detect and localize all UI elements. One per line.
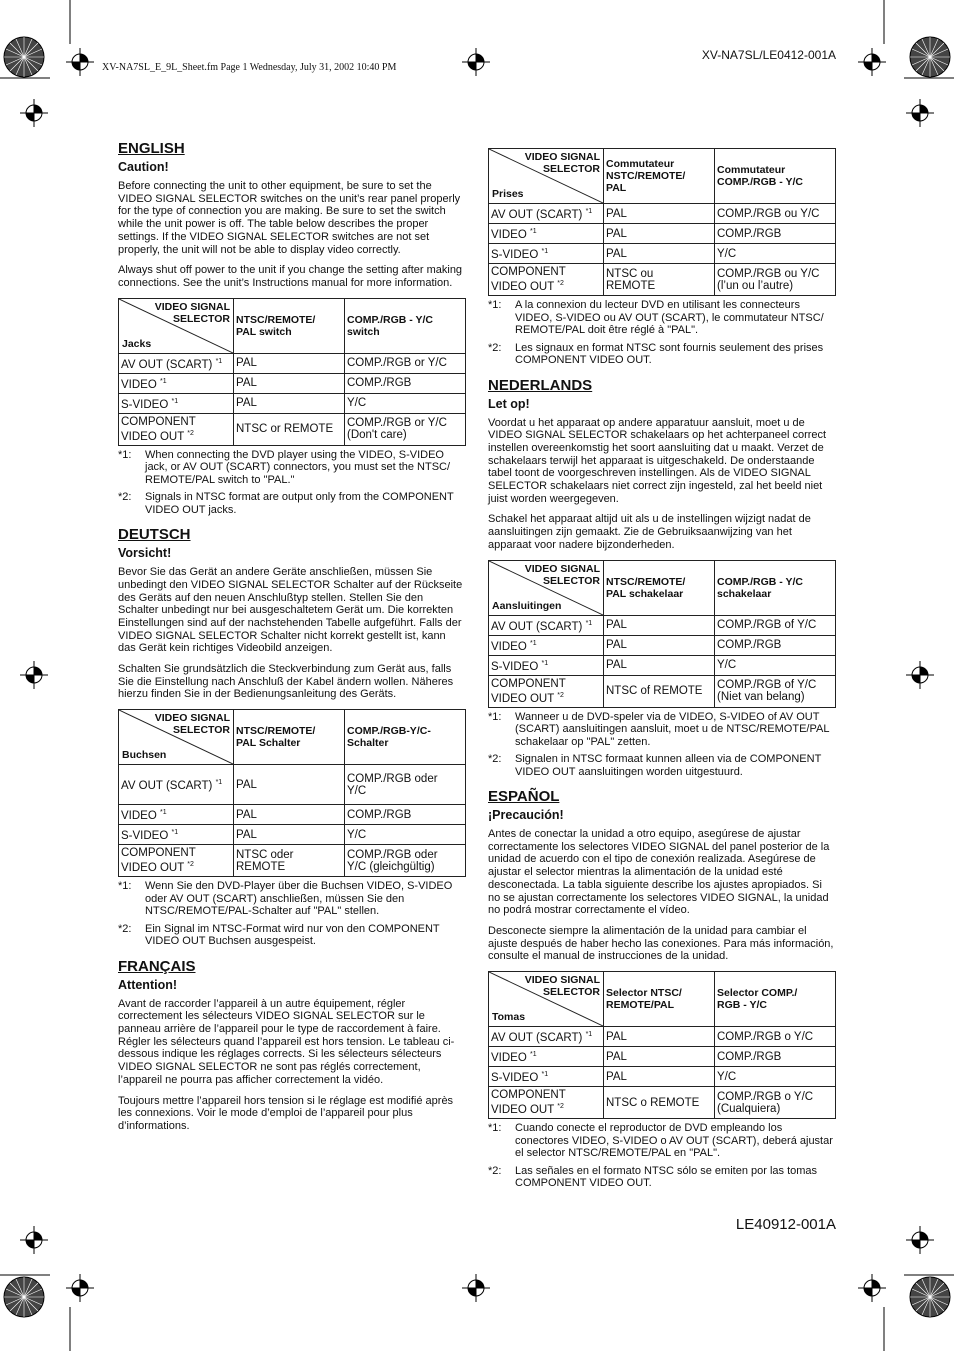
caution-heading: ¡Precaución! [488, 808, 564, 823]
table-row [489, 204, 836, 224]
jack-name: AV OUT (SCART) [491, 1031, 583, 1044]
corner-label-selector: VIDEO SIGNAL SELECTOR [524, 151, 600, 175]
jack-note-ref: *1 [585, 619, 593, 627]
ntsc-setting: PAL [604, 224, 715, 244]
footnote [488, 342, 836, 367]
comp-setting: COMP./RGB [715, 1047, 836, 1067]
table-corner-cell [119, 710, 234, 765]
ntsc-setting: PAL [234, 805, 345, 825]
table-header-row [489, 972, 836, 1027]
section-francais-table [488, 148, 836, 367]
footnote-marker: *2: [488, 753, 502, 766]
ntsc-setting: PAL [234, 765, 345, 805]
ntsc-setting: PAL [234, 353, 345, 373]
section-espanol [488, 788, 836, 1190]
column-header-ntsc: NTSC/REMOTE/ PAL Schalter [234, 710, 345, 765]
paragraph: Desconecte siempre la alimentación de la unidad para cambiar el ajuste después de haber hecho las conexiones. Para más información, consulte el manual de instrucciones de la unidad. [488, 924, 834, 963]
column-header-comp: COMP./RGB-Y/C- Schalter [345, 710, 466, 765]
table-row [119, 805, 466, 825]
footnote-text: A la connexion du lecteur DVD en utilisant les connecteurs VIDEO, S-VIDEO ou AV OUT (SCART), le commutateur NTSC/ REMOTE/PAL doit être réglé à "PAL". [515, 299, 824, 336]
jack-cell [489, 635, 604, 655]
comp-setting: COMP./RGB oder Y/C [345, 765, 466, 805]
column-header-comp: COMP./RGB - Y/C switch [345, 298, 466, 353]
ntsc-setting: PAL [604, 615, 715, 635]
jack-cell [119, 353, 234, 373]
jack-cell [489, 655, 604, 675]
footnote-text: Wanneer u de DVD-speler via de VIDEO, S-VIDEO of AV OUT (SCART) aansluitingen aansluit, moet u de NTSC/REMOTE/PAL schakelaar op "PAL" zetten. [515, 710, 830, 748]
jack-name: COMPONENT VIDEO OUT [121, 847, 196, 875]
jack-cell [119, 373, 234, 393]
paragraph: Bevor Sie das Gerät an andere Geräte anschließen, müssen Sie unbedingt den VIDEO SIGNAL SELECTOR Schalter auf der Rückseite des Geräts auf den neuen Anschlußtyp stellen. Stellen Sie den Schalter unbedingt nur bei ausgeschaltetem Gerät um. Die korrekten Einstellungen sind auf der nachstehenden Tabelle aufgeführt. Falls der VIDEO SIGNAL SELECTOR Schalter nicht korrekt gestellt ist, kann das Gerät kein richtiges Videobild anzeigen. [118, 566, 463, 655]
footnote-marker: *2: [118, 491, 132, 504]
footnotes [488, 299, 836, 367]
footnote-text: Les signaux en format NTSC sont fournis seulement des prises COMPONENT VIDEO OUT. [515, 341, 824, 366]
jack-name: VIDEO [491, 228, 527, 241]
comp-setting: COMP./RGB o Y/C (Cualquiera) [715, 1087, 836, 1119]
caution-heading: Vorsicht! [118, 546, 172, 561]
table-header-row [489, 560, 836, 615]
jack-cell [119, 845, 234, 877]
comp-setting: COMP./RGB oder Y/C (gleichgültig) [345, 845, 466, 877]
jack-note-ref: *1 [585, 1031, 593, 1039]
table-header-row [489, 149, 836, 204]
jack-cell [489, 1047, 604, 1067]
jack-note-ref: *1 [171, 397, 179, 405]
table-row [489, 675, 836, 707]
jack-name: S-VIDEO [491, 248, 539, 261]
footnote-marker: *1: [488, 299, 502, 311]
ntsc-setting: PAL [604, 1067, 715, 1087]
corner-label-jacks: Buchsen [122, 749, 167, 762]
comp-setting: COMP./RGB of Y/C [715, 615, 836, 635]
comp-setting: Y/C [345, 393, 466, 413]
footnote [118, 923, 466, 948]
right-column [488, 148, 836, 1200]
paragraph: Avant de raccorder l’appareil à un autre équipement, régler correctement les sélecteurs VIDEO SIGNAL SELECTOR sur le panneau arrière de l’appareil pour le type de raccordement à faire. Régler les sélecteurs quand l’appareil est hors tension. Le tableau ci-dessous indique les réglages corrects. Si les sélecteurs sélecteurs VIDEO SIGNAL SELECTOR ne sont pas réglés correctement, l’appareil ne pourra pas afficher correctement la vidéo. [118, 997, 455, 1086]
table-row [489, 1047, 836, 1067]
table-row [489, 1067, 836, 1087]
jack-note-ref: *1 [541, 659, 549, 667]
footnote-text: Las señales en el formato NTSC sólo se emiten por las tomas COMPONENT VIDEO OUT. [515, 1164, 818, 1190]
jack-name: VIDEO [121, 810, 157, 823]
jack-name: AV OUT (SCART) [491, 620, 583, 633]
footer-code: LE40912-001A [735, 1216, 836, 1233]
jack-cell [489, 1067, 604, 1087]
table-corner-cell [489, 149, 604, 204]
jack-name: AV OUT (SCART) [491, 208, 583, 221]
paragraph: Always shut off power to the unit if you change the setting after making connections. See the unit’s Instructions manual for more information. [118, 264, 463, 289]
jack-cell [489, 1087, 604, 1119]
comp-setting: Y/C [715, 244, 836, 264]
footnote-marker: *1: [118, 880, 132, 893]
jack-name: AV OUT (SCART) [121, 780, 213, 793]
table-row [489, 224, 836, 244]
paragraph: Antes de conectar la unidad a otro equipo, asegúrese de ajustar correctamente los selectores VIDEO SIGNAL del panel posterior de la unidad de acuerdo con el tipo de conexión realizada. Asegúrese de ajustar el selector mientras la alimentación de la unidad esté desconectada. La tabla siguiente describe los ajustes apropiados. Si no se ajustan correctamente los selectores VIDEO SIGNAL, la unidad no podrá mostrar correctamente el vídeo. [488, 828, 830, 917]
footnote-marker: *1: [488, 1122, 502, 1135]
table-row [489, 264, 836, 296]
comp-setting: COMP./RGB [345, 805, 466, 825]
section-title: NEDERLANDS [488, 376, 593, 394]
jack-cell [119, 825, 234, 845]
jack-name: VIDEO [491, 640, 527, 653]
ntsc-setting: PAL [604, 244, 715, 264]
file-info: XV-NA7SL_E_9L_Sheet.fm Page 1 Wednesday, July 31, 2002 10:40 PM [102, 62, 397, 73]
corner-label-jacks: Tomas [492, 1011, 526, 1024]
selector-table [488, 148, 836, 296]
comp-setting: COMP./RGB or Y/C [345, 353, 466, 373]
document-code: XV-NA7SL/LE0412-001A [701, 48, 836, 62]
footnote-text: Cuando conecte el reproductor de DVD empleando los conectores VIDEO, S-VIDEO o AV OUT (SCART), deberá ajustar el selector NTSC/REMOTE/PAL en "PAL". [515, 1122, 833, 1160]
column-header-ntsc: Commutateur NSTC/REMOTE/ PAL [604, 149, 715, 204]
jack-note-ref: *2 [557, 1103, 564, 1111]
corner-label-jacks: Jacks [122, 337, 152, 350]
jack-cell [119, 393, 234, 413]
table-row [489, 635, 836, 655]
comp-setting: Y/C [715, 1067, 836, 1087]
footnote [488, 299, 836, 337]
column-header-ntsc: NTSC/REMOTE/ PAL schakelaar [604, 560, 715, 615]
table-row [489, 655, 836, 675]
table-header-row [119, 710, 466, 765]
comp-setting: COMP./RGB [715, 635, 836, 655]
ntsc-setting: NTSC ou REMOTE [604, 264, 715, 296]
table-header-row [119, 298, 466, 353]
comp-setting: COMP./RGB of Y/C (Niet van belang) [715, 675, 836, 707]
jack-cell [489, 1027, 604, 1047]
section-title: ESPAÑOL [488, 788, 560, 806]
comp-setting: COMP./RGB ou Y/C (l’un ou l’autre) [715, 264, 836, 296]
caution-heading: Attention! [118, 977, 178, 992]
column-header-ntsc: Selector NTSC/ REMOTE/PAL [604, 972, 715, 1027]
footnote-text: Signalen in NTSC formaat kunnen alleen via de COMPONENT VIDEO OUT aansluitingen worden uitgestuurd. [515, 753, 822, 778]
comp-setting: COMP./RGB [715, 224, 836, 244]
footnotes [488, 1122, 836, 1190]
ntsc-setting: PAL [604, 635, 715, 655]
footnote-marker: *2: [118, 922, 132, 935]
comp-setting: COMP./RGB [345, 373, 466, 393]
jack-cell [489, 204, 604, 224]
column-header-comp: Selector COMP./ RGB - Y/C [715, 972, 836, 1027]
ntsc-setting: PAL [604, 655, 715, 675]
jack-note-ref: *1 [215, 779, 223, 787]
footnote-marker: *2: [488, 341, 502, 354]
jack-note-ref: *1 [160, 809, 167, 817]
jack-note-ref: *2 [187, 429, 194, 437]
table-row [119, 373, 466, 393]
corner-label-selector: VIDEO SIGNAL SELECTOR [524, 974, 600, 999]
section-francais [118, 958, 466, 1133]
selector-table [118, 298, 466, 446]
table-row [489, 1087, 836, 1119]
footnote-marker: *1: [118, 448, 132, 461]
paragraph: Toujours mettre l’appareil hors tension si le réglage est modifié après les connexions. Voir le mode d’emploi de l’appareil pour plus d’informations. [118, 1094, 454, 1132]
ntsc-setting: PAL [604, 204, 715, 224]
section-title: FRANÇAIS [118, 957, 196, 975]
footnote [118, 491, 466, 516]
left-column [118, 140, 466, 1141]
jack-note-ref: *1 [171, 829, 179, 837]
table-corner-cell [489, 972, 604, 1027]
section-deutsch [118, 526, 466, 948]
paragraph: Schalten Sie grundsätzlich die Steckverbindung zum Gerät aus, falls Sie die Einstellung nach Anschluß der Kabel ändern wollen. Näheres hierzu finden Sie in der Bedienungsanleitung des Geräts. [118, 663, 454, 701]
paragraph: Before connecting the unit to other equipment, be sure to set the VIDEO SIGNAL SELECTOR switches on the unit’s rear panel properly for the type of connection you are making. Be sure to set the switch while the unit power is off. The table below describes the proper settings. If the VIDEO SIGNAL SELECTOR switches are not set properly, the unit will not be able to display video correctly. [118, 180, 461, 256]
jack-name: S-VIDEO [121, 398, 169, 411]
jack-note-ref: *1 [215, 357, 223, 365]
ntsc-setting: PAL [234, 373, 345, 393]
corner-label-selector: VIDEO SIGNAL SELECTOR [154, 712, 230, 737]
jack-note-ref: *1 [530, 639, 537, 647]
jack-cell [119, 765, 234, 805]
footnotes [118, 449, 466, 517]
table-row [119, 845, 466, 877]
jack-name: S-VIDEO [491, 1071, 539, 1084]
footnote-text: When connecting the DVD player using the VIDEO, S-VIDEO jack, or AV OUT (SCART) connectors, you must set the NTSC/ REMOTE/PAL switch to "PAL." [145, 448, 451, 486]
footnotes [118, 880, 466, 948]
table-corner-cell [489, 560, 604, 615]
jack-cell [489, 615, 604, 635]
corner-label-selector: VIDEO SIGNAL SELECTOR [524, 562, 600, 587]
jack-name: COMPONENT VIDEO OUT [491, 1089, 566, 1116]
caution-heading: Caution! [118, 160, 169, 174]
selector-table [488, 971, 836, 1119]
jack-name: S-VIDEO [491, 660, 539, 673]
footnote-text: Wenn Sie den DVD-Player über die Buchsen VIDEO, S-VIDEO oder AV OUT (SCART) anschließen, müssen Sie den NTSC/REMOTE/PAL-Schalter auf "PAL" stellen. [145, 880, 453, 918]
comp-setting: COMP./RGB o Y/C [715, 1027, 836, 1047]
jack-note-ref: *2 [557, 280, 564, 288]
jack-name: COMPONENT VIDEO OUT [121, 415, 196, 443]
column-header-comp: COMP./RGB - Y/C schakelaar [715, 560, 836, 615]
table-row [119, 393, 466, 413]
ntsc-setting: NTSC oder REMOTE [234, 845, 345, 877]
footnote-marker: *1: [488, 710, 502, 723]
section-english [118, 140, 466, 516]
jack-note-ref: *1 [585, 208, 593, 216]
caution-heading: Let op! [488, 396, 530, 411]
jack-note-ref: *1 [530, 228, 537, 236]
comp-setting: COMP./RGB ou Y/C [715, 204, 836, 224]
table-row [119, 765, 466, 805]
table-row [489, 244, 836, 264]
ntsc-setting: PAL [234, 393, 345, 413]
column-header-ntsc: NTSC/REMOTE/ PAL switch [234, 298, 345, 353]
footnote-text: Ein Signal im NTSC-Format wird nur von den COMPONENT VIDEO OUT Buchsen ausgespeist. [145, 922, 440, 948]
jack-cell [489, 224, 604, 244]
jack-cell [119, 805, 234, 825]
corner-label-selector: VIDEO SIGNAL SELECTOR [154, 300, 230, 325]
section-title: DEUTSCH [118, 526, 191, 544]
jack-note-ref: *1 [530, 1051, 537, 1059]
ntsc-setting: NTSC or REMOTE [234, 413, 345, 445]
footnote [488, 753, 836, 778]
table-row [119, 413, 466, 445]
jack-cell [489, 244, 604, 264]
jack-note-ref: *1 [160, 377, 167, 385]
jack-note-ref: *2 [557, 691, 564, 699]
section-nederlands [488, 377, 836, 779]
table-row [119, 825, 466, 845]
jack-note-ref: *1 [541, 248, 549, 256]
selector-table [488, 560, 836, 708]
corner-label-jacks: Aansluitingen [492, 599, 562, 612]
footnote-marker: *2: [488, 1164, 502, 1177]
paragraph: Voordat u het apparaat op andere apparatuur aansluit, moet u de VIDEO SIGNAL SELECTOR schakelaars op het achterpaneel correct instellen overeenkomstig het soort aansluiting dat u maakt. Verzet de schakelaars terwijl het apparaat is uitgeschakeld. De onderstaande tabel toont de voorgeschreven instellingen. Als de VIDEO SIGNAL SELECTOR schakelaars niet correct zijn ingesteld, zal het beeld niet juist worden weergegeven. [488, 416, 827, 505]
ntsc-setting: NTSC of REMOTE [604, 675, 715, 707]
jack-cell [489, 675, 604, 707]
ntsc-setting: NTSC o REMOTE [604, 1087, 715, 1119]
ntsc-setting: PAL [604, 1027, 715, 1047]
footnote [488, 1165, 836, 1190]
jack-cell [119, 413, 234, 445]
comp-setting: COMP./RGB or Y/C (Don't care) [345, 413, 466, 445]
table-row [119, 353, 466, 373]
jack-name: VIDEO [491, 1051, 527, 1064]
comp-setting: Y/C [345, 825, 466, 845]
jack-name: VIDEO [121, 378, 157, 391]
footnotes [488, 711, 836, 779]
paragraph: Schakel het apparaat altijd uit als u de instellingen wijzigt nadat de aansluitingen zijn gemaakt. Zie de Gebruiksaanwijzing van het apparaat voor nadere bijzonderheden. [488, 513, 811, 551]
jack-name: AV OUT (SCART) [121, 358, 213, 371]
footnote-text: Signals in NTSC format are output only from the COMPONENT VIDEO OUT jacks. [145, 491, 454, 516]
jack-cell [489, 264, 604, 296]
ntsc-setting: PAL [604, 1047, 715, 1067]
column-header-comp: Commutateur COMP./RGB - Y/C [715, 149, 836, 204]
jack-note-ref: *1 [541, 1071, 549, 1079]
table-corner-cell [119, 298, 234, 353]
jack-name: COMPONENT VIDEO OUT [491, 266, 566, 293]
footnote [118, 449, 466, 487]
ntsc-setting: PAL [234, 825, 345, 845]
jack-name: S-VIDEO [121, 830, 169, 843]
corner-label-jacks: Prises [492, 188, 524, 200]
comp-setting: Y/C [715, 655, 836, 675]
table-row [489, 615, 836, 635]
footnote [488, 711, 836, 749]
jack-note-ref: *2 [187, 861, 194, 869]
footnote [118, 880, 466, 918]
footnote [488, 1122, 836, 1160]
table-row [489, 1027, 836, 1047]
selector-table [118, 709, 466, 877]
section-title: ENGLISH [118, 140, 185, 157]
jack-name: COMPONENT VIDEO OUT [491, 677, 566, 705]
